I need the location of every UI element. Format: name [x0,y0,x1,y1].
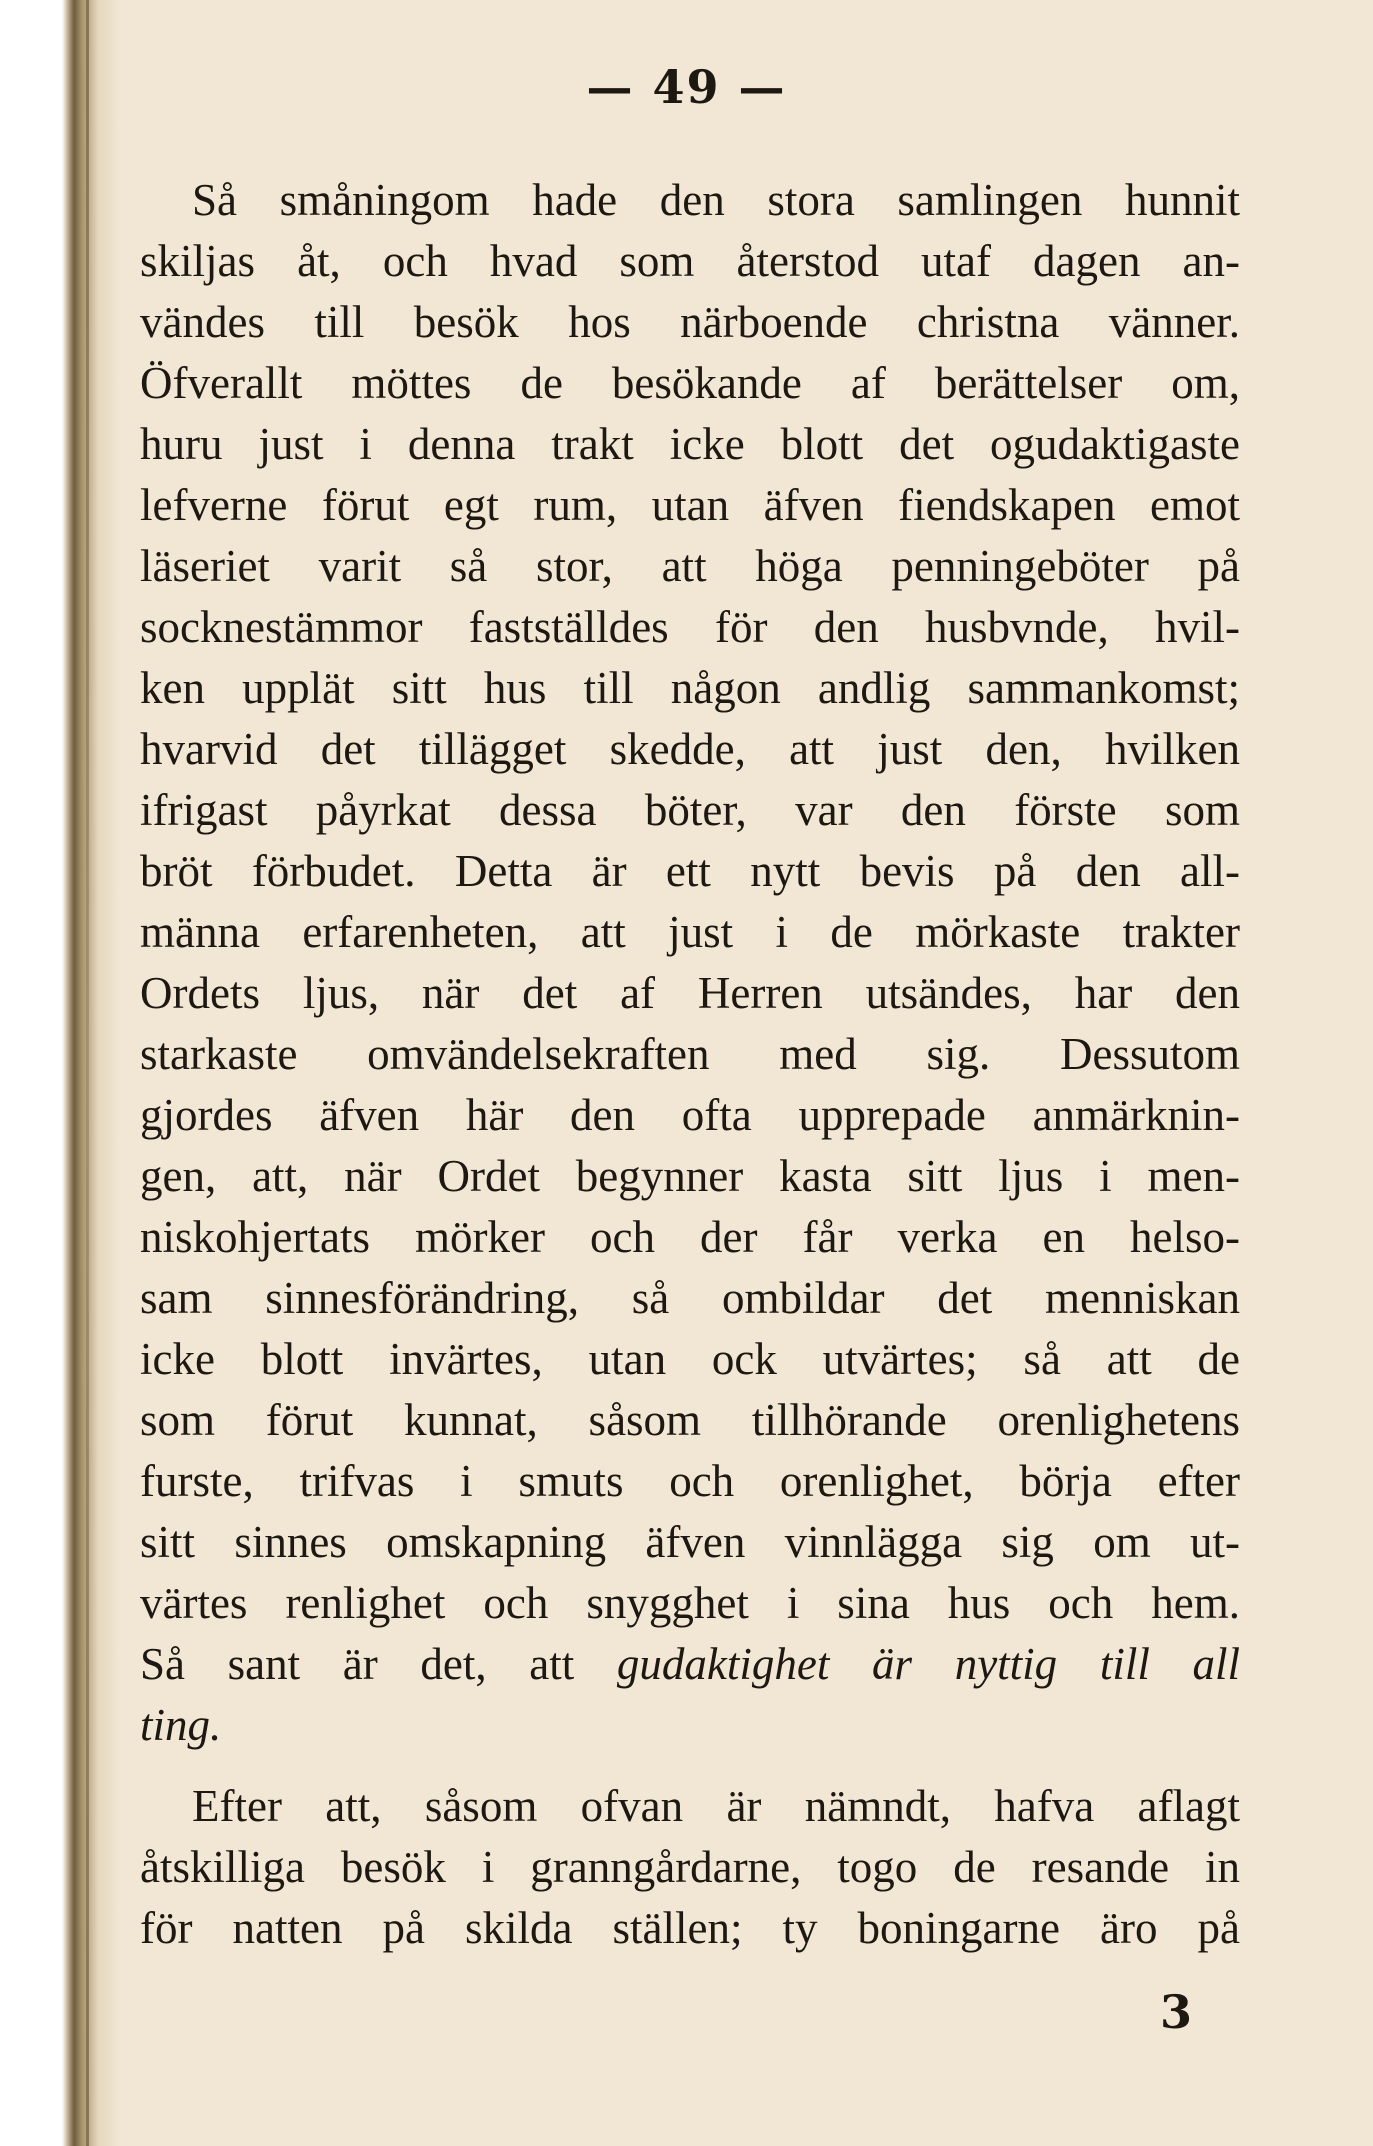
text-line: åtskilliga besök i granngårdarne, togo de resande in [140,1842,1240,1892]
text-line: värtes renlighet och snygghet i sina hus och hem. [140,1578,1240,1628]
text-line: sam sinnesförändring, så ombildar det menniskan [140,1273,1240,1323]
text-line: läseriet varit så stor, att höga penningeböter på [140,541,1240,591]
page-number: — 49 — [586,60,787,114]
text-line: ken upplät sitt hus till någon andlig sammankomst; [140,663,1240,713]
text-line: för natten på skilda ställen; ty boningarne äro på [140,1903,1240,1953]
text-segment: Så sant är det, att [140,1639,575,1689]
text-line: gen, att, när Ordet begynner kasta sitt ljus i men- [140,1151,1240,1201]
text-line: Så småningom hade den stora samlingen hunnit [192,175,1240,225]
binding-gutter [0,0,120,2146]
text-line: furste, trifvas i smuts och orenlighet, börja efter [140,1456,1240,1506]
text-line: lefverne förut egt rum, utan äfven fiendskapen emot [140,480,1240,530]
signature-mark: 3 [1160,1985,1193,2039]
text-line-mixed [140,1634,1240,1695]
text-line: bröt förbudet. Detta är ett nytt bevis på den all- [140,846,1240,896]
text-line: niskohjertats mörker och der får verka en helso- [140,1212,1240,1262]
text-line: vändes till besök hos närboende christna vänner. [140,297,1240,347]
body-text [140,170,1240,1959]
text-line: icke blott invärtes, utan ock utvärtes; så att de [140,1334,1240,1384]
text-line: ifrigast påyrkat dessa böter, var den förste som [140,785,1240,835]
text-line: som förut kunnat, såsom tillhörande orenlighetens [140,1395,1240,1445]
paragraph-gap [140,1756,1240,1776]
text-line: männa erfarenheten, att just i de mörkaste trakter [140,907,1240,957]
text-line: sitt sinnes omskapning äfven vinnlägga sig om ut- [140,1517,1240,1567]
binding-edge [86,0,89,2146]
text-line: Efter att, såsom ofvan är nämndt, hafva aflagt [192,1781,1240,1831]
text-line: huru just i denna trakt icke blott det ogudaktigaste [140,419,1240,469]
text-line: Ordets ljus, när det af Herren utsändes, har den [140,968,1240,1018]
text-line: skiljas åt, och hvad som återstod utaf dagen an- [140,236,1240,286]
text-line: ting. [140,1700,222,1750]
text-line: Öfverallt möttes de besökande af berättelser om, [140,358,1240,408]
text-line: hvarvid det tillägget skedde, att just den, hvilken [140,724,1240,774]
italic-emphasis: gudaktighet är nyttig till all [616,1639,1240,1689]
text-line: starkaste omvändelsekraften med sig. Dessutom [140,1029,1240,1079]
text-line: socknestämmor fastställdes för den husbvnde, hvil- [140,602,1240,652]
text-line: gjordes äfven här den ofta upprepade anmärknin- [140,1090,1240,1140]
